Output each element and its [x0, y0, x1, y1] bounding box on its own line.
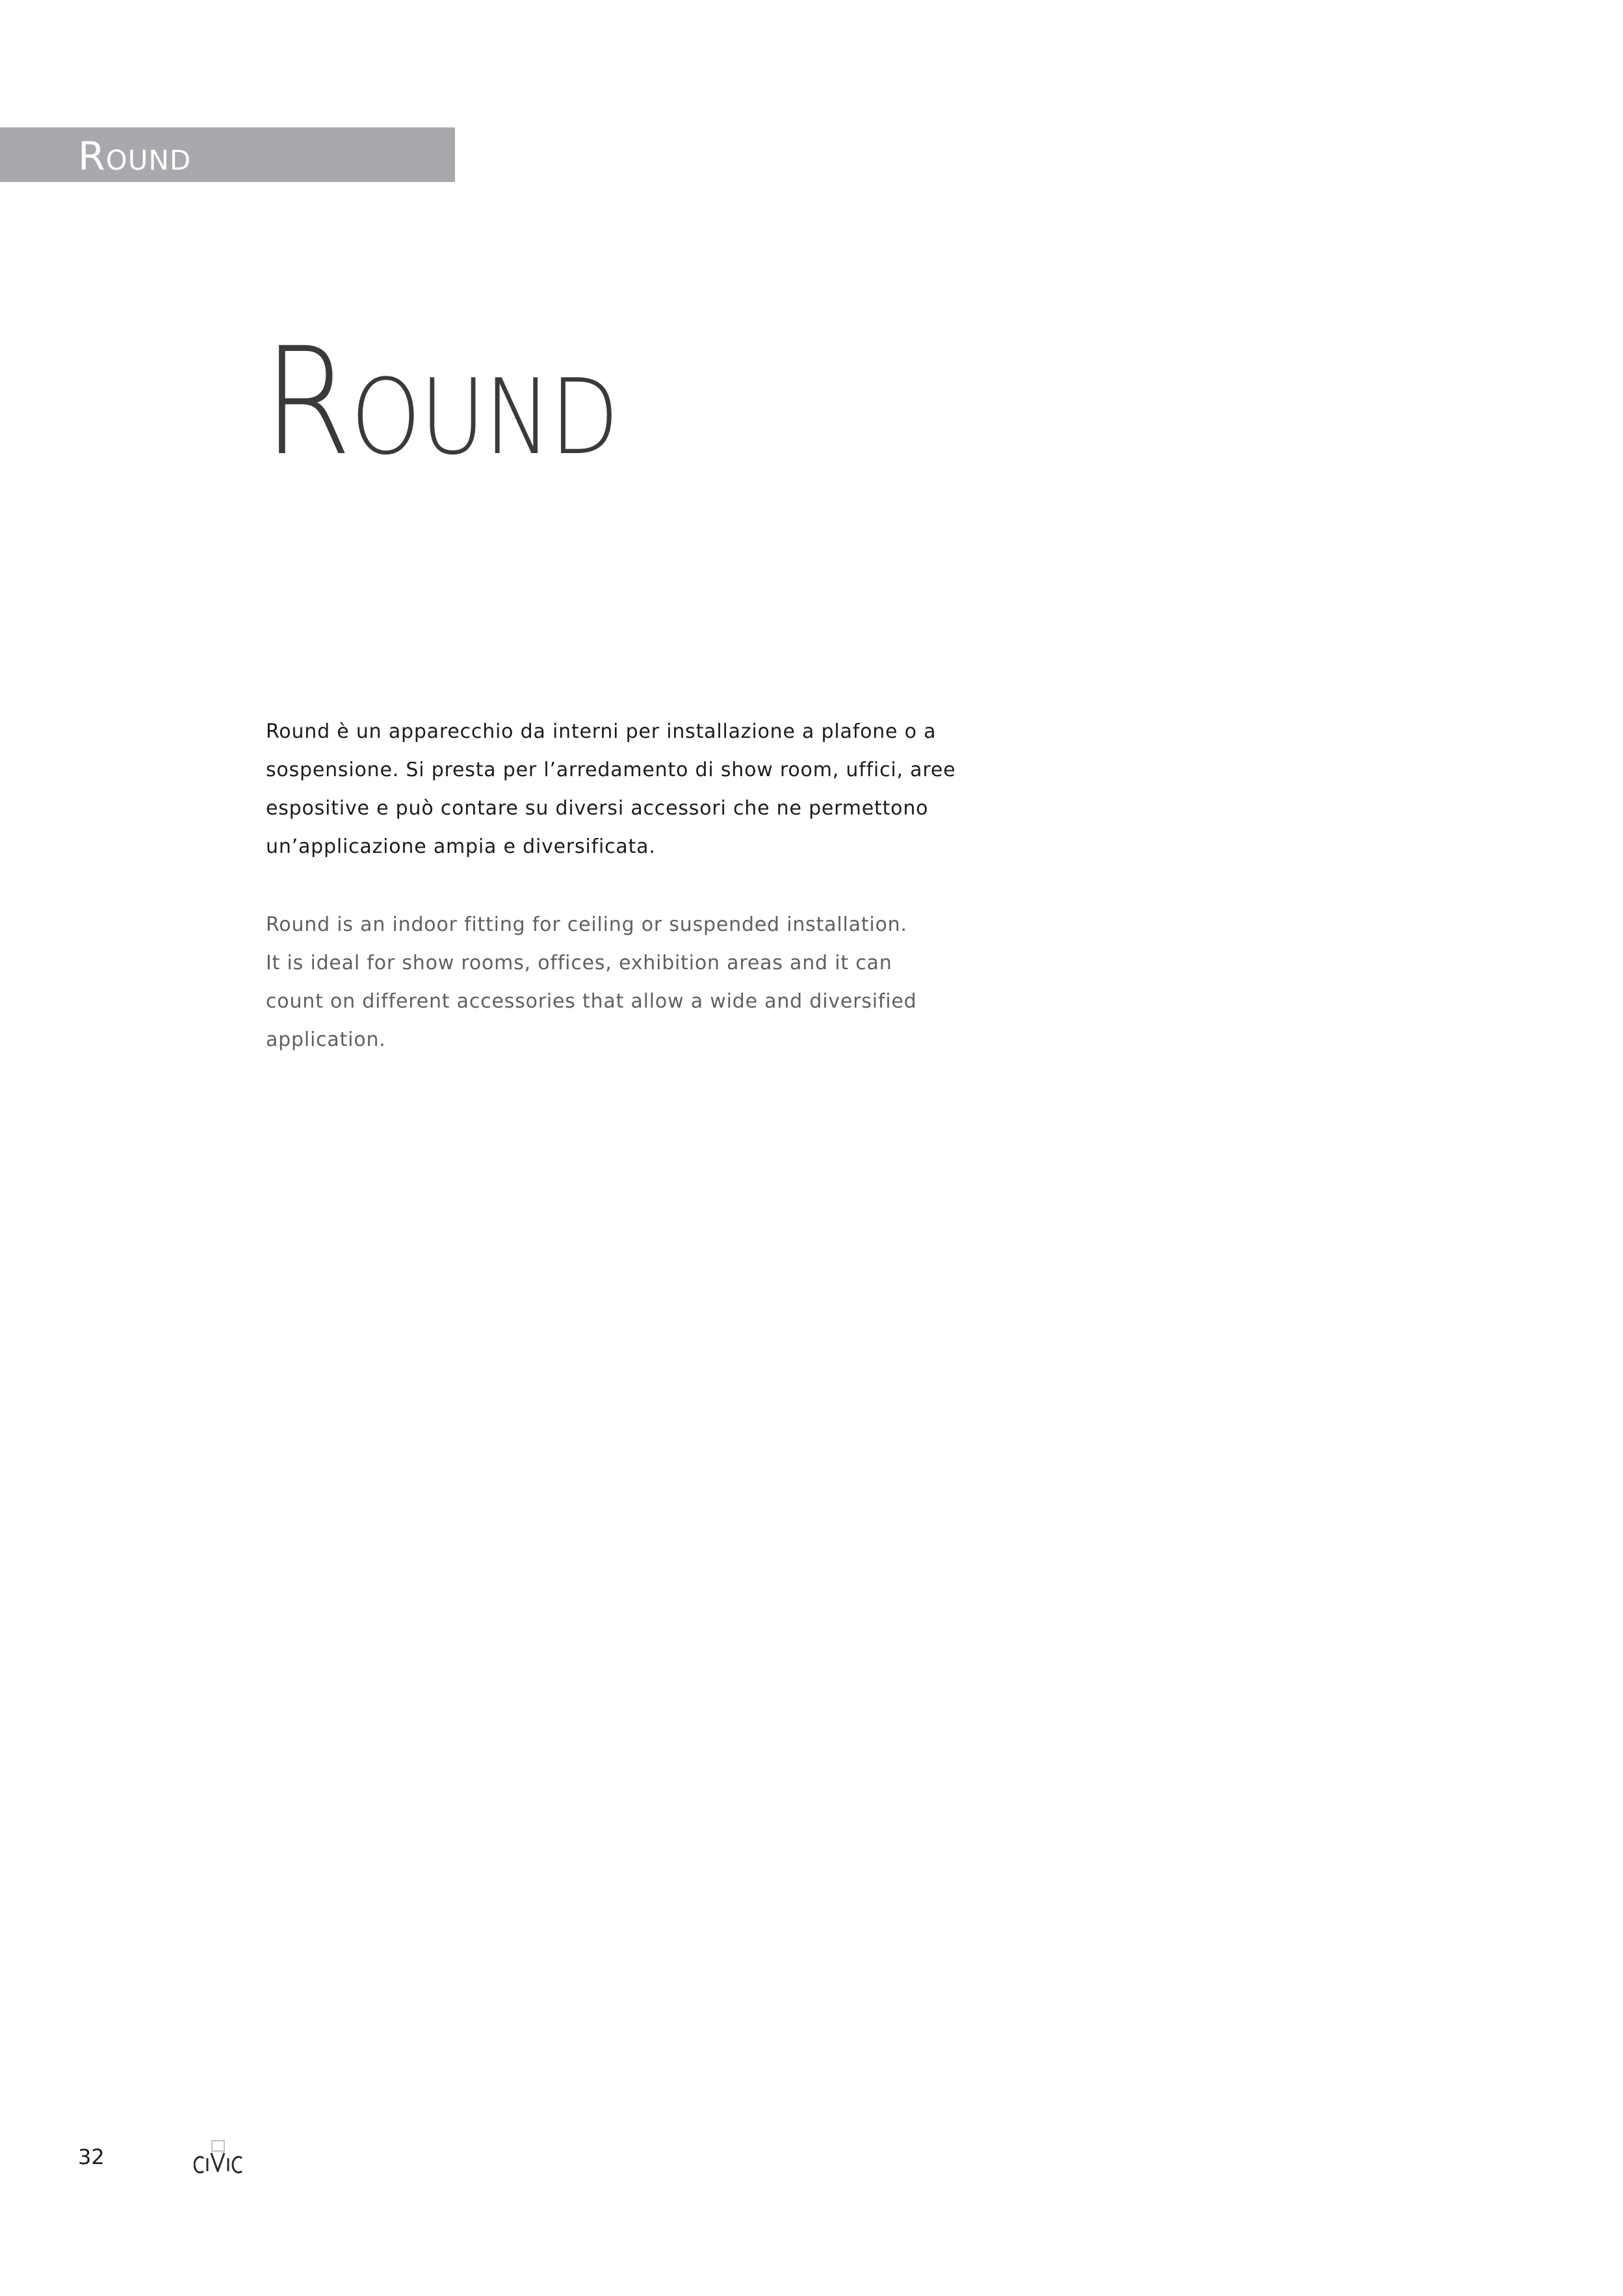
description-english-line: count on different accessories that allow a wide and diversified [266, 990, 917, 1013]
description-english-line: Round is an indoor fitting for ceiling or suspended installation. [266, 913, 907, 936]
description-english [266, 906, 961, 1059]
page-number: 32 [78, 2145, 105, 2169]
description-english-line: application. [266, 1028, 386, 1051]
civic-logo [194, 2140, 246, 2176]
description-italian-line: sospensione. Si presta per l’arredamento di show room, uffici, aree [266, 759, 956, 781]
description-italian-line: espositive e può contare su diversi accessori che ne permettono [266, 797, 929, 820]
description-english-line: It is ideal for show rooms, offices, exhibition areas and it can [266, 952, 892, 974]
description-italian [266, 712, 961, 866]
page-title: Round [263, 315, 618, 488]
section-header-label: Round [78, 134, 192, 179]
description-italian-line: Round è un apparecchio da interni per installazione a plafone o a [266, 720, 937, 743]
description-italian-line: un’applicazione ampia e diversificata. [266, 835, 656, 858]
section-header-band [0, 127, 455, 182]
